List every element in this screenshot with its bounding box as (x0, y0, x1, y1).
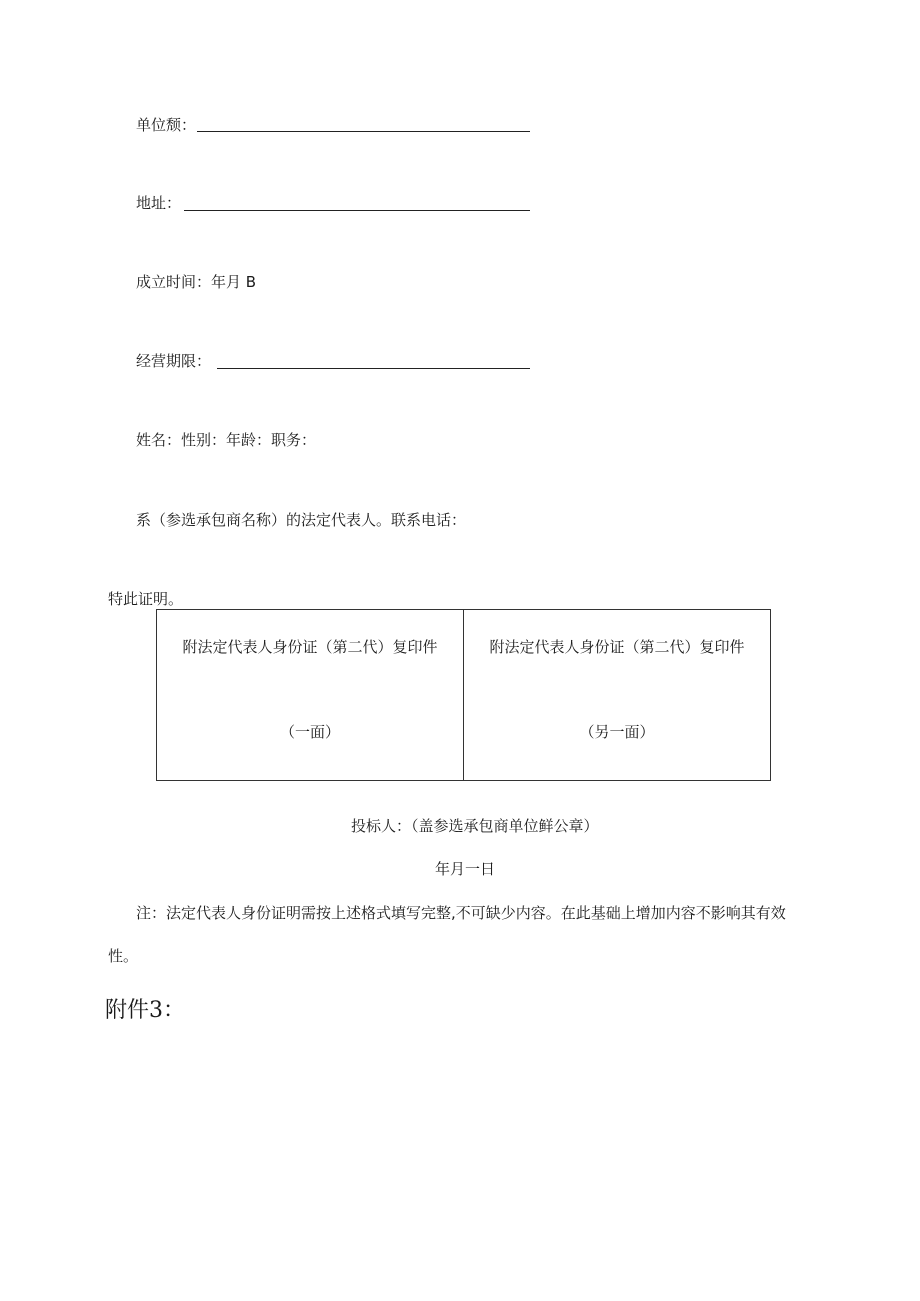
business-term-label: 经营期限： (136, 352, 212, 370)
id-card-front-title: 附法定代表人身份证（第二代）复印件 (182, 638, 438, 656)
id-card-back-cell (463, 610, 770, 780)
established-date-label: 成立时间：年月 B (136, 273, 257, 291)
unit-name-blank (197, 131, 530, 132)
signature-date: 年月一日 (435, 860, 496, 878)
note-line-1: 注：法定代表人身份证明需按上述格式填写完整,不可缺少内容。在此基础上增加内容不影响其有效 (136, 904, 786, 922)
address-label: 地址： (136, 194, 182, 212)
unit-name-label: 单位颓： (136, 116, 197, 134)
id-card-back-title: 附法定代表人身份证（第二代）复印件 (489, 638, 745, 656)
id-card-front-cell (157, 610, 463, 780)
id-card-back-side: （另一面） (579, 723, 655, 741)
attachment-heading: 附件3： (105, 998, 185, 1023)
person-info-label: 姓名：性别：年龄：职务： (136, 431, 317, 449)
representative-statement: 系（参选承包商名称）的法定代表人。联系电话： (136, 511, 467, 529)
note-line-2: 性。 (108, 947, 139, 965)
id-card-front-side: （一面） (279, 723, 340, 741)
address-blank (184, 210, 530, 211)
id-card-table (156, 609, 771, 781)
business-term-blank (217, 368, 530, 369)
certify-text: 特此证明。 (108, 590, 184, 608)
bidder-seal-line: 投标人：（盖参选承包商单位鲜公章） (351, 817, 599, 835)
